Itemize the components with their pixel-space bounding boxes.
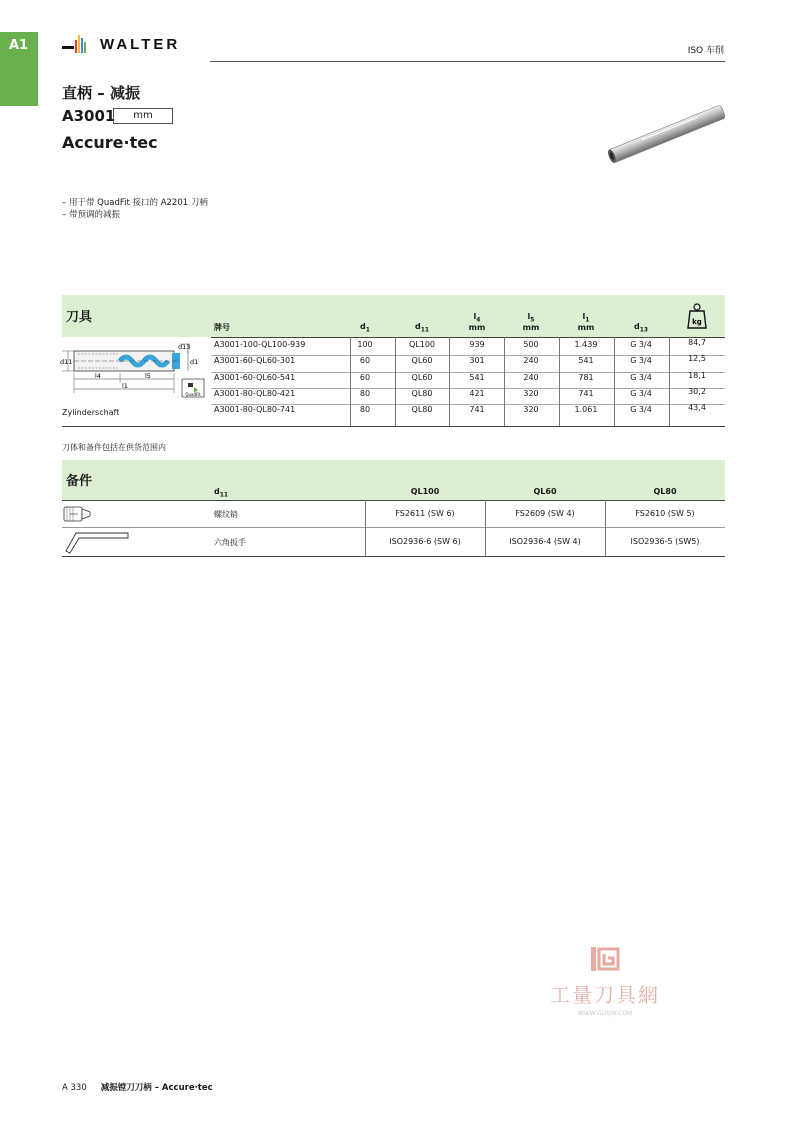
col-header-d13: $d_{13}$ [633, 322, 649, 334]
col-header-l5: $l_5$ [527, 312, 535, 324]
spares-section-title: 备件 [66, 474, 93, 489]
col-header-l5-unit: mm [522, 323, 540, 332]
tool-cell: 781 [578, 372, 594, 382]
diagram-label-quadfit: QuadFit [185, 392, 201, 397]
tool-cell: 541 [578, 356, 594, 366]
spare-part-code: ISO2936-6 (SW 6) [389, 537, 461, 546]
tool-cell: 60 [359, 372, 371, 382]
tool-cell: 30,2 [688, 386, 706, 396]
footer-page-number: A 330 [62, 1083, 87, 1093]
feature-notes [62, 197, 208, 221]
watermark [535, 945, 675, 1017]
col-header-l1: $l_1$ [582, 312, 590, 324]
tool-cell: QL100 [408, 340, 436, 349]
tool-part-number: A3001-60-QL60-301 [214, 356, 296, 366]
spares-col-header-d11: $d_{11}$ [214, 487, 229, 499]
col-header-l1-unit: mm [577, 323, 595, 332]
spares-col-header-ql100: QL100 [410, 487, 440, 496]
watermark-url: WWW.GLRJW.COM [577, 1010, 633, 1017]
tools-section-title: 刀具 [66, 310, 93, 325]
watermark-logo-icon [590, 945, 620, 973]
brand-line: Accure·tec [62, 133, 158, 152]
footer-title: 减振镗刀刀柄 – Accure·tec [100, 1083, 213, 1093]
col-header-d1: $d_1$ [360, 322, 370, 334]
diagram-label-d11: d11 [60, 358, 73, 366]
col-header-l4: $l_4$ [473, 312, 481, 324]
tool-col-divider [559, 337, 560, 426]
col-header-l4-unit: mm [468, 323, 486, 332]
tool-part-number: A3001-80-QL80-741 [214, 405, 296, 415]
tool-cell: 84,7 [688, 338, 706, 347]
walter-logo-mark-icon [62, 32, 98, 56]
col-header-d11: $d_{11}$ [414, 322, 430, 334]
tool-cell: 1.061 [574, 405, 598, 415]
tool-bar-photo [602, 105, 732, 165]
tool-cell: 1.439 [574, 340, 598, 349]
tool-cell: 12,5 [688, 354, 706, 364]
tool-cell: 939 [469, 340, 485, 349]
tool-col-divider [504, 337, 505, 426]
tool-cell: G 3/4 [630, 405, 652, 415]
tool-col-divider [350, 337, 351, 426]
tool-cell: G 3/4 [630, 388, 652, 398]
tool-cell: 80 [359, 388, 371, 398]
spare-part-name: 螺纹销 [214, 510, 238, 519]
spare-part-code: FS2611 (SW 6) [395, 509, 455, 518]
watermark-text: 工量刀具網 [550, 983, 660, 1007]
page-footer [62, 1081, 213, 1093]
tool-cell: 100 [357, 340, 373, 349]
note-item: – 带预调的减振 [62, 210, 120, 220]
tool-col-divider [614, 337, 615, 426]
tool-col-divider [395, 337, 396, 426]
tool-cell: 741 [469, 405, 485, 415]
tools-table-bottom-rule [62, 426, 725, 427]
diagram-label-l1: l1 [122, 382, 128, 390]
hex-key-icon [62, 529, 132, 555]
tool-col-divider [669, 337, 670, 426]
spares-header-band [62, 460, 725, 500]
tool-cell: 60 [359, 356, 371, 366]
tool-cell: 541 [469, 372, 485, 382]
page-title: 直柄 – 减振 [62, 84, 140, 102]
page-tab: A1 [0, 32, 38, 106]
tool-cell: QL60 [411, 372, 433, 382]
tool-part-number: A3001-80-QL80-421 [214, 388, 296, 398]
tool-cell: 240 [523, 372, 539, 382]
spares-col-header-ql60: QL60 [533, 487, 557, 496]
tool-cell: 741 [578, 388, 594, 398]
tool-cell: QL60 [411, 356, 433, 366]
spare-part-code: ISO2936-4 (SW 4) [509, 537, 581, 546]
tool-cell: 80 [359, 405, 371, 415]
col-header-part-no: 牌号 [214, 323, 230, 332]
tool-cell: QL80 [411, 388, 433, 398]
threaded-pin-icon [62, 504, 94, 524]
tools-table-top-rule [211, 337, 725, 338]
spare-part-code: FS2610 (SW 5) [635, 509, 695, 518]
diagram-label-l4: l4 [95, 372, 101, 380]
diagram-label-l5: l5 [145, 372, 151, 380]
spare-part-name: 六角扳手 [214, 538, 246, 547]
spares-col-header-ql80: QL80 [653, 487, 677, 496]
weight-icon-label: kg [692, 318, 702, 326]
tool-cell: 43,4 [688, 403, 706, 413]
tool-cell: G 3/4 [630, 356, 652, 366]
header-divider [210, 61, 725, 62]
tool-cell: 421 [469, 388, 485, 398]
diagram-label-d13: d13 [178, 343, 191, 351]
tool-dimension-diagram [60, 337, 210, 399]
supply-note: 刀体和备件包括在供货范围内 [62, 443, 166, 452]
unit-badge: mm [113, 108, 173, 124]
tool-cell: 500 [523, 340, 539, 349]
logo-text: WALTER [100, 35, 181, 53]
spare-part-code: FS2609 (SW 4) [515, 509, 575, 518]
tool-cell: 320 [523, 405, 539, 415]
weight-icon [687, 303, 707, 329]
tool-col-divider [449, 337, 450, 426]
tool-part-number: A3001-60-QL60-541 [214, 372, 296, 382]
tool-cell: 301 [469, 356, 485, 366]
spares-table-bottom-rule [62, 556, 725, 557]
shank-label: Zylinderschaft [62, 408, 120, 417]
spares-table-top-rule [62, 500, 725, 501]
tool-cell: 320 [523, 388, 539, 398]
tool-cell: G 3/4 [630, 372, 652, 382]
tool-cell: G 3/4 [630, 340, 652, 349]
walter-logo [62, 32, 180, 56]
tool-cell: QL80 [411, 405, 433, 415]
tool-cell: 18,1 [688, 370, 706, 380]
header-section: ISO 车削 [687, 46, 724, 56]
tool-cell: 240 [523, 356, 539, 366]
product-code: A3001 [62, 107, 116, 125]
tool-part-number: A3001-100-QL100-939 [214, 340, 306, 349]
note-item: – 用于带 QuadFit 接口的 A2201 刀柄 [62, 198, 208, 208]
spare-part-code: ISO2936-5 (SW5) [630, 537, 700, 546]
spares-row-divider [62, 527, 725, 528]
diagram-label-d1: d1 [190, 358, 199, 366]
